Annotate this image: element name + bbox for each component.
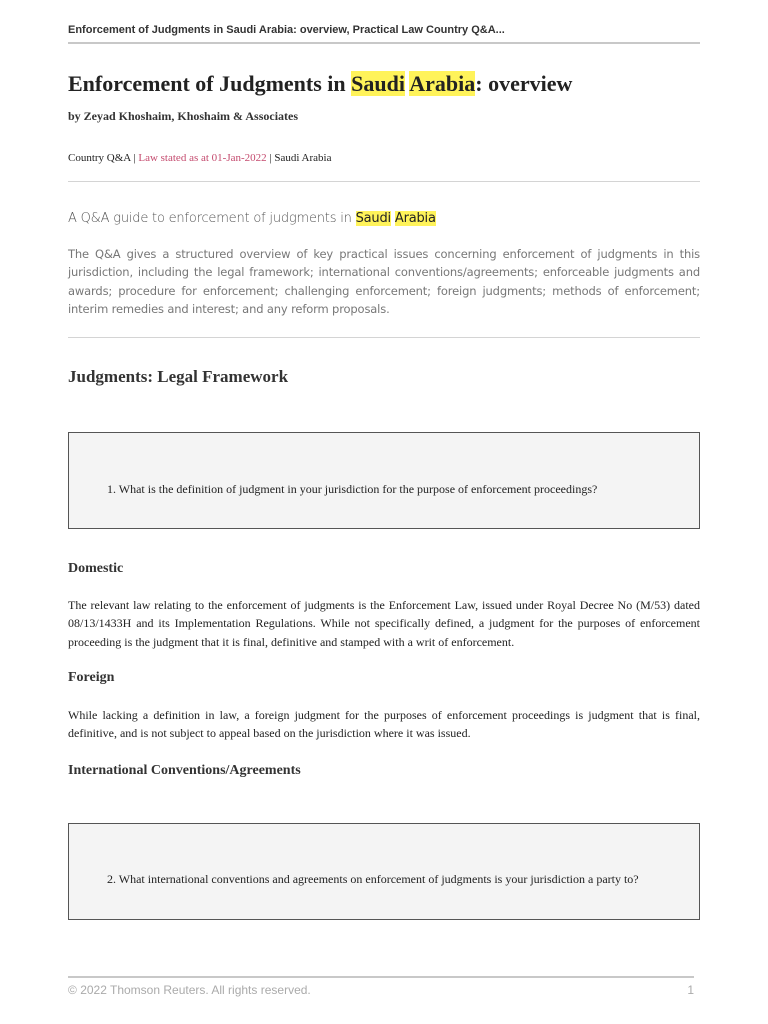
title-highlight-saudi: Saudi xyxy=(351,71,405,96)
question-text: 2. What international conventions and agreements on enforcement of judgments is your jurisdiction a party to? xyxy=(107,872,639,886)
guide-highlight-arabia: Arabia xyxy=(394,211,436,226)
document-meta xyxy=(68,152,332,164)
title-suffix: : overview xyxy=(475,71,573,96)
meta-separator: | xyxy=(133,152,136,164)
paragraph-foreign: While lacking a definition in law, a foreign judgment for the purposes of enforcement proceedings is judgment that is final, definitive, and is not subject to appeal based on the jurisdiction where it was issued. xyxy=(68,708,700,741)
question-text: 1. What is the definition of judgment in your jurisdiction for the purpose of enforcement proceedings? xyxy=(107,482,598,496)
guide-highlight-saudi: Saudi xyxy=(355,211,391,226)
question-box xyxy=(68,823,700,920)
page-footer xyxy=(68,976,694,997)
meta-separator: | xyxy=(269,152,272,164)
meta-country: Saudi Arabia xyxy=(274,152,332,164)
question-box xyxy=(68,432,700,529)
title-highlight-arabia: Arabia xyxy=(409,71,476,96)
byline: by Zeyad Khoshaim, Khoshaim & Associates xyxy=(68,109,299,123)
page-title xyxy=(68,71,572,97)
guide-prefix: A Q&A guide to enforcement of judgments in xyxy=(68,211,356,226)
section-heading: Judgments: Legal Framework xyxy=(68,367,289,386)
meta-type: Country Q&A xyxy=(68,152,131,164)
title-prefix: Enforcement of Judgments in xyxy=(68,71,352,96)
running-header: Enforcement of Judgments in Saudi Arabia: overview, Practical Law Country Q&A... xyxy=(68,24,700,44)
summary-paragraph: The Q&A gives a structured overview of key practical issues concerning enforcement of judgments in this jurisdiction, including the legal framework; international conventions/agreements; enforceable judgments and awards; procedure for enforcement; challenging enforcement; foreign judgments; methods of enforcement; interim remedies and interest; and any reform proposals. xyxy=(68,247,700,316)
subheading-foreign: Foreign xyxy=(68,670,115,685)
guide-line xyxy=(68,211,436,226)
page-number: 1 xyxy=(687,983,694,997)
subheading-international: International Conventions/Agreements xyxy=(68,763,301,778)
paragraph-domestic: The relevant law relating to the enforcement of judgments is the Enforcement Law, issued under Royal Decree No (M/53) dated 08/13/1433H and its Implementation Regulations. While not specifically defined, a judgment for the purposes of enforcement proceeding is the judgment that it is final, definitive and stamped with a writ of enforcement. xyxy=(68,598,700,649)
divider xyxy=(68,181,700,182)
copyright-text: 2022 Thomson Reuters. All rights reserved. xyxy=(80,983,311,997)
meta-law-stated: Law stated as at 01-Jan-2022 xyxy=(138,152,267,164)
divider xyxy=(68,337,700,338)
subheading-domestic: Domestic xyxy=(68,561,124,576)
copyright-symbol: © xyxy=(68,983,77,997)
